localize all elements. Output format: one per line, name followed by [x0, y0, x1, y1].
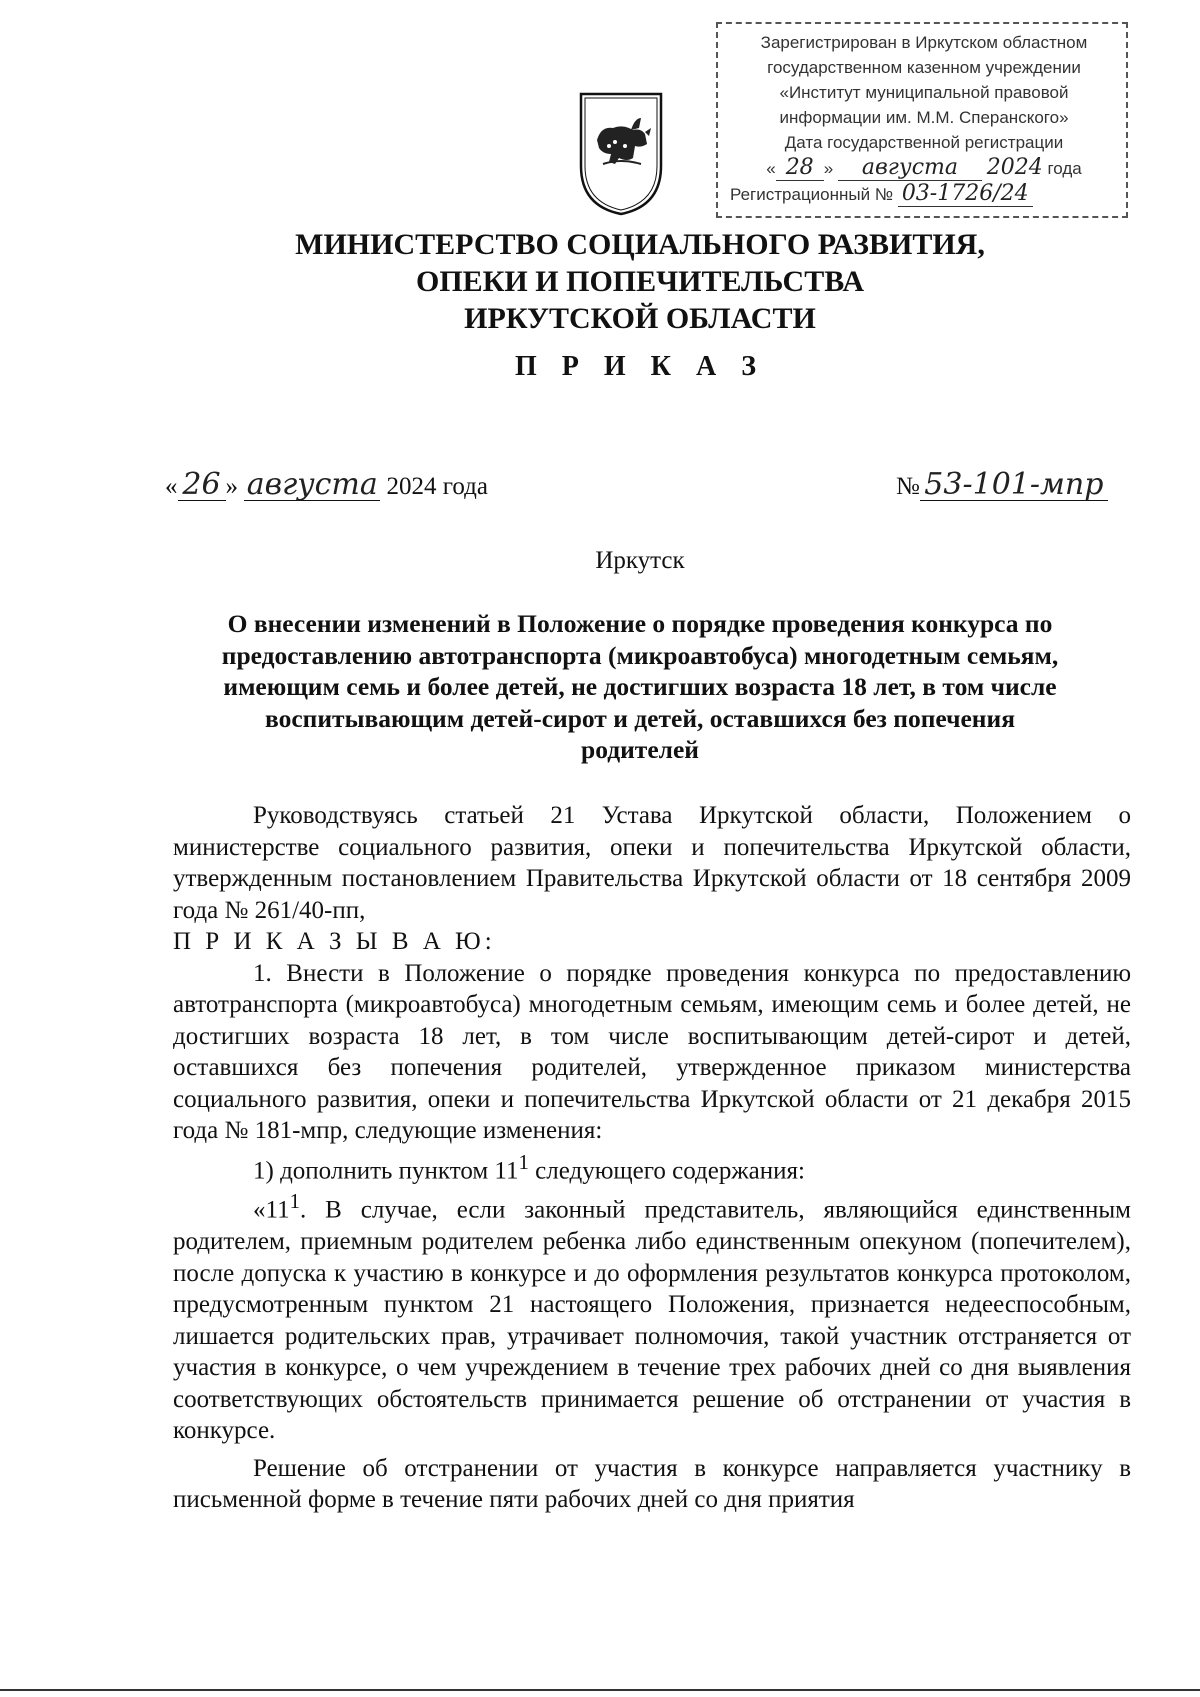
- page-bottom-rule: [0, 1689, 1200, 1691]
- stamp-year: 2024: [986, 155, 1043, 180]
- order-number-value: 53-101-мпр: [920, 470, 1108, 501]
- stamp-line-4: информации им. М.М. Сперанского»: [779, 108, 1069, 127]
- stamp-month: августа: [838, 155, 982, 181]
- date-open-quote: «: [165, 473, 178, 500]
- stamp-reg-number: 03-1726/24: [898, 181, 1033, 207]
- title-line-1: О внесении изменений в Положение о порядке проведения конкурса по: [227, 609, 1053, 638]
- paragraph-subitem-1: [173, 1147, 1131, 1187]
- paragraph-clause-11-1: [173, 1186, 1131, 1446]
- stamp-reg-label: Регистрационный №: [730, 185, 894, 204]
- stamp-line-1: Зарегистрирован в Иркутском областном: [760, 33, 1088, 52]
- clause-pre: «11: [253, 1196, 290, 1224]
- paragraph-item-1: 1. Внести в Положение о порядке проведения конкурса по предоставлению автотранспорта (микроавтобуса) многодетным семьям, имеющим семь и более детей, не достигших возраста 18 лет, в том числе воспитывающим детей-сирот и детей, оставшихся без попечения родителей, утвержденное приказом министерства социального развития, опеки и попечительства Иркутской области от 21 декабря 2015 года № 181-мпр, следующие изменения:: [173, 959, 1131, 1144]
- subitem-1-post: следующего содержания:: [528, 1156, 805, 1184]
- stamp-line-2: государственном казенном учреждении: [767, 58, 1081, 77]
- stamp-close-quote: »: [823, 159, 834, 178]
- title-line-2: предоставлению автотранспорта (микроавтобуса) многодетным семьям,: [221, 640, 1059, 670]
- date-close-quote: »: [225, 473, 238, 500]
- order-date: [165, 467, 488, 502]
- clause-post: . В случае, если законный представитель, являющийся единственным родителем, приемным родителем ребенка либо единственным опекуном (попечителем), после допуска к участию в конкурсе и до оформления результатов конкурса протоколом, предусмотренным пунктом 21 настоящего Положения, признается недееспособным, лишается родительских прав, утрачивает полномочия, такой участник отстраняется от участия в конкурсе, о чем учреждением в течение трех рабочих дней со дня выявления соответствующих обстоятельств принимается решение об отстранении от участия в конкурсе.: [173, 1196, 1131, 1445]
- date-day: 26: [178, 470, 226, 501]
- stamp-line-5: Дата государственной регистрации: [784, 133, 1064, 152]
- date-month: августа: [244, 470, 380, 501]
- stamp-reg-line: [730, 181, 1118, 207]
- stamp-open-quote: «: [766, 159, 776, 178]
- header-line-1: МИНИСТЕРСТВО СОЦИАЛЬНОГО РАЗВИТИЯ,: [295, 228, 985, 261]
- title-line-3: имеющим семь и более детей, не достигших возраста 18 лет, в том числе: [223, 672, 1057, 701]
- clause-sup: 1: [289, 1189, 300, 1214]
- header-line-2: ОПЕКИ И ПОПЕЧИТЕЛЬСТВА: [416, 265, 864, 298]
- order-number: [896, 467, 1108, 502]
- decree-word: П Р И К А З Ы В А Ю:: [173, 928, 496, 955]
- subitem-1-pre: 1) дополнить пунктом 11: [253, 1156, 519, 1184]
- city: Иркутск: [595, 547, 685, 574]
- date-year: 2024 года: [386, 473, 488, 500]
- stamp-line-3: «Институт муниципальной правовой: [779, 83, 1069, 102]
- order-title: [170, 608, 1110, 766]
- title-line-5: родителей: [581, 735, 699, 764]
- coat-of-arms-icon: [575, 88, 667, 218]
- order-number-label: №: [896, 473, 920, 500]
- header-line-3: ИРКУТСКОЙ ОБЛАСТИ: [464, 302, 816, 335]
- stamp-year-word: года: [1047, 159, 1082, 178]
- subitem-1-sup: 1: [518, 1149, 529, 1174]
- order-heading: П Р И К А З: [515, 351, 765, 382]
- order-body: [173, 800, 1131, 1516]
- paragraph-preamble: Руководствуясь статьей 21 Устава Иркутской области, Положением о министерстве социального развития, опеки и попечительства Иркутской области, утвержденным постановлением Правительства Иркутской области от 18 сентября 2009 года № 261/40-пп,: [173, 802, 1131, 924]
- ministry-header: [150, 226, 1130, 337]
- title-line-4: воспитывающим детей-сирот и детей, оставшихся без попечения: [265, 703, 1015, 733]
- stamp-day: 28: [776, 155, 824, 181]
- registration-stamp: [716, 22, 1128, 218]
- stamp-date-line: [730, 155, 1118, 181]
- paragraph-decision: Решение об отстранении от участия в конкурсе направляется участнику в письменной форме в течение пяти рабочих дней со дня приятия: [173, 1454, 1131, 1514]
